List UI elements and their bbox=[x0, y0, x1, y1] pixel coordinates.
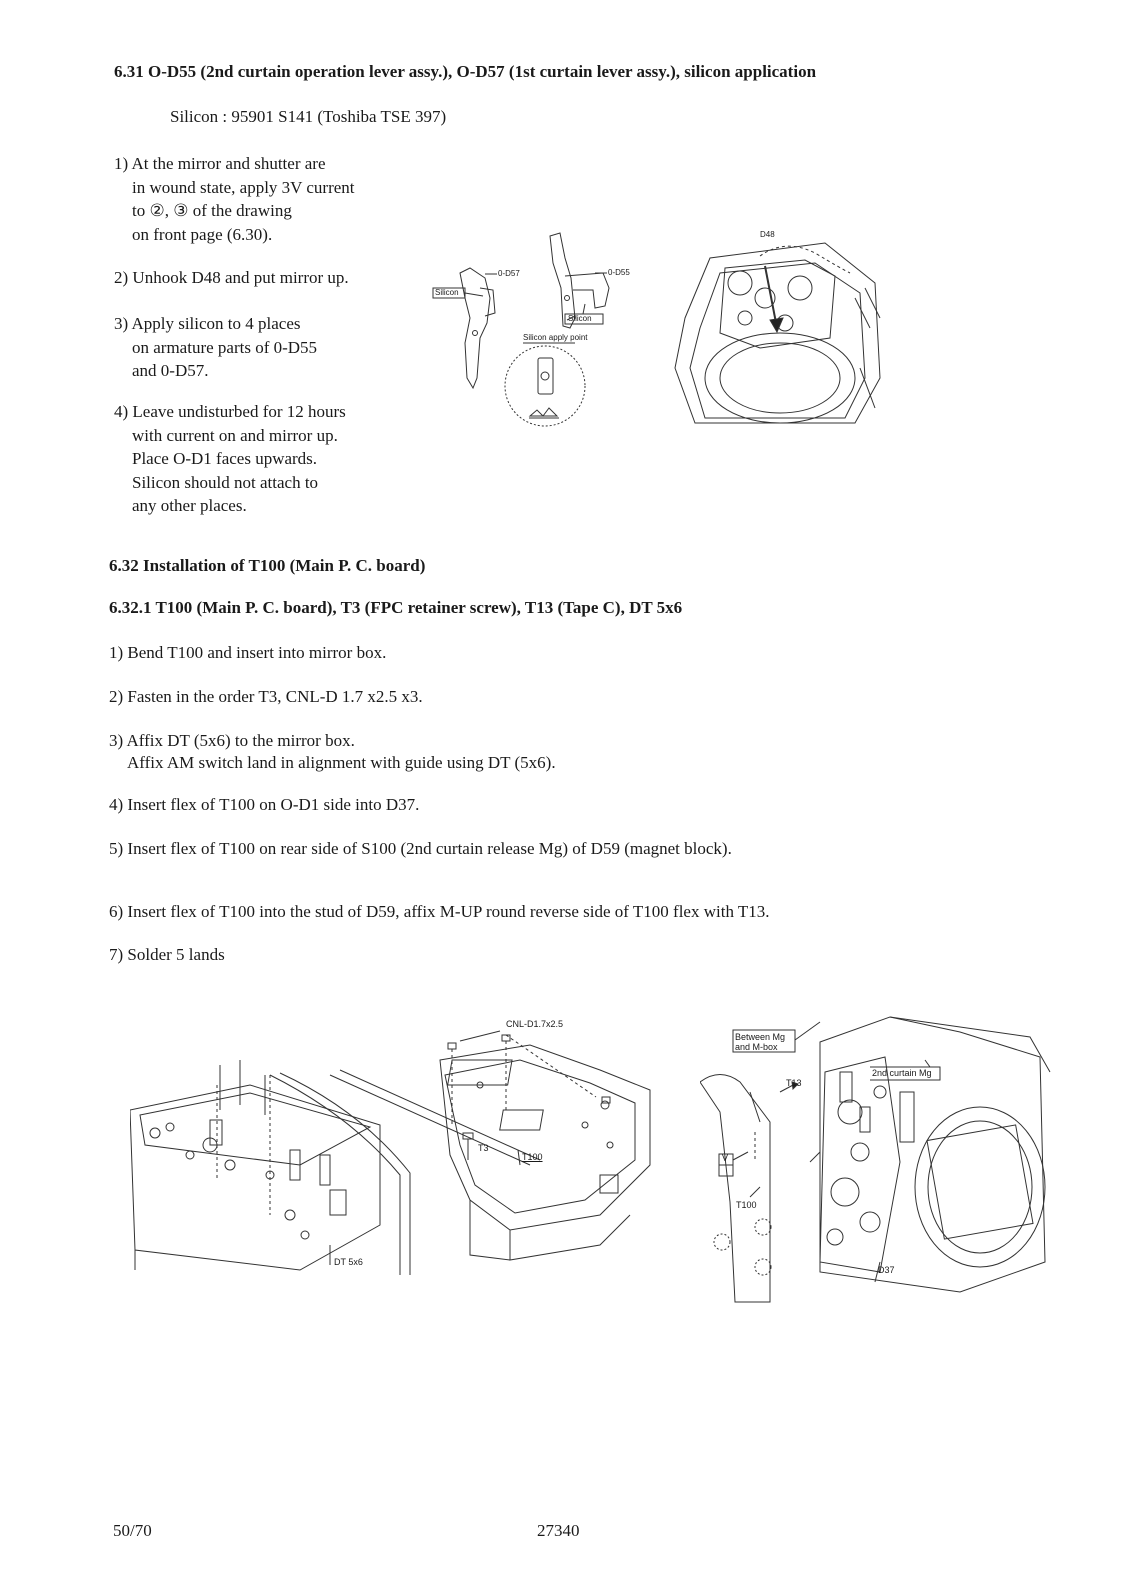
step-6321-3 bbox=[109, 730, 556, 774]
step-line: on armature parts of 0-D55 bbox=[132, 337, 318, 357]
step-6321-2 bbox=[109, 686, 423, 708]
step-line: 2) Unhook D48 and put mirror up. bbox=[114, 268, 349, 287]
page-number: 50/70 bbox=[113, 1521, 152, 1540]
step-6321-6 bbox=[109, 901, 770, 923]
label-cnl-d: CNL-D1.7x2.5 bbox=[506, 1019, 564, 1029]
label-t100-side: T100 bbox=[736, 1200, 757, 1210]
step-line: Silicon should not attach to bbox=[132, 472, 319, 492]
label-between-mg: Between Mg bbox=[735, 1032, 786, 1042]
step-line: with current on and mirror up. bbox=[132, 425, 338, 445]
step-line: Place O-D1 faces upwards. bbox=[132, 449, 318, 468]
section-6-32-heading: 6.32 Installation of T100 (Main P. C. board) bbox=[109, 556, 426, 575]
step-line: 3) Apply silicon to 4 places bbox=[114, 314, 301, 333]
step-631-4 bbox=[114, 400, 346, 518]
label-d48: D48 bbox=[760, 230, 775, 239]
label-t3: T3 bbox=[478, 1143, 489, 1153]
step-6321-5 bbox=[109, 838, 732, 860]
label-o-d57: 0-D57 bbox=[498, 269, 520, 278]
step-6321-1 bbox=[109, 642, 386, 664]
step-line: to ②, ③ of the drawing bbox=[132, 201, 292, 220]
step-line: on front page (6.30). bbox=[132, 224, 273, 244]
mirror-box-d48-figure bbox=[665, 228, 890, 428]
lever-silicon-figure bbox=[425, 228, 655, 438]
document-number: 27340 bbox=[537, 1521, 580, 1540]
step-line: 4) Leave undisturbed for 12 hours bbox=[114, 402, 346, 421]
section-6-31-heading: 6.31 O-D55 (2nd curtain operation lever assy.), O-D57 (1st curtain lever assy.), silicon application bbox=[114, 62, 817, 81]
label-t100: T100 bbox=[522, 1152, 543, 1162]
step-line: 3) Affix DT (5x6) to the mirror box. bbox=[109, 731, 355, 750]
label-dt-5x6: DT 5x6 bbox=[334, 1257, 363, 1267]
label-2nd-curtain-mg: 2nd curtain Mg bbox=[872, 1068, 932, 1078]
step-line: 7) Solder 5 lands bbox=[109, 945, 225, 964]
step-631-1 bbox=[114, 152, 355, 246]
label-v-mark: V bbox=[722, 1153, 729, 1163]
step-line: 2) Fasten in the order T3, CNL-D 1.7 x2.5 x3. bbox=[109, 687, 423, 706]
label-o-d55: 0-D55 bbox=[608, 268, 630, 277]
label-silicon-apply-point: Silicon apply point bbox=[523, 333, 588, 342]
t13-mirror-box-figure bbox=[700, 1012, 1060, 1312]
step-line: 5) Insert flex of T100 on rear side of S100 (2nd curtain release Mg) of D59 (magnet block). bbox=[109, 839, 732, 858]
t100-installation-figure bbox=[130, 1015, 670, 1285]
step-line: 6) Insert flex of T100 into the stud of D59, affix M-UP round reverse side of T100 flex with T13. bbox=[109, 902, 770, 921]
label-d37: D37 bbox=[878, 1265, 895, 1275]
step-line: and 0-D57. bbox=[132, 361, 209, 380]
step-6321-7 bbox=[109, 944, 225, 966]
step-line: 4) Insert flex of T100 on O-D1 side into D37. bbox=[109, 795, 420, 814]
step-line: 1) At the mirror and shutter are bbox=[114, 154, 326, 173]
step-line: in wound state, apply 3V current bbox=[132, 177, 355, 197]
step-6321-4 bbox=[109, 794, 419, 816]
step-line: 1) Bend T100 and insert into mirror box. bbox=[109, 643, 387, 662]
step-631-2 bbox=[114, 266, 349, 290]
silicon-spec: Silicon : 95901 S141 (Toshiba TSE 397) bbox=[170, 107, 447, 126]
label-silicon-right: Silicon bbox=[568, 314, 592, 323]
section-6-32-1-heading: 6.32.1 T100 (Main P. C. board), T3 (FPC retainer screw), T13 (Tape C), DT 5x6 bbox=[109, 598, 683, 617]
label-silicon-left: Silicon bbox=[435, 288, 459, 297]
step-631-3 bbox=[114, 312, 317, 383]
label-and-m-box: and M-box bbox=[735, 1042, 778, 1052]
step-line: Affix AM switch land in alignment with guide using DT (5x6). bbox=[127, 753, 556, 772]
label-t13: T13 bbox=[786, 1078, 802, 1088]
step-line: any other places. bbox=[132, 496, 247, 515]
